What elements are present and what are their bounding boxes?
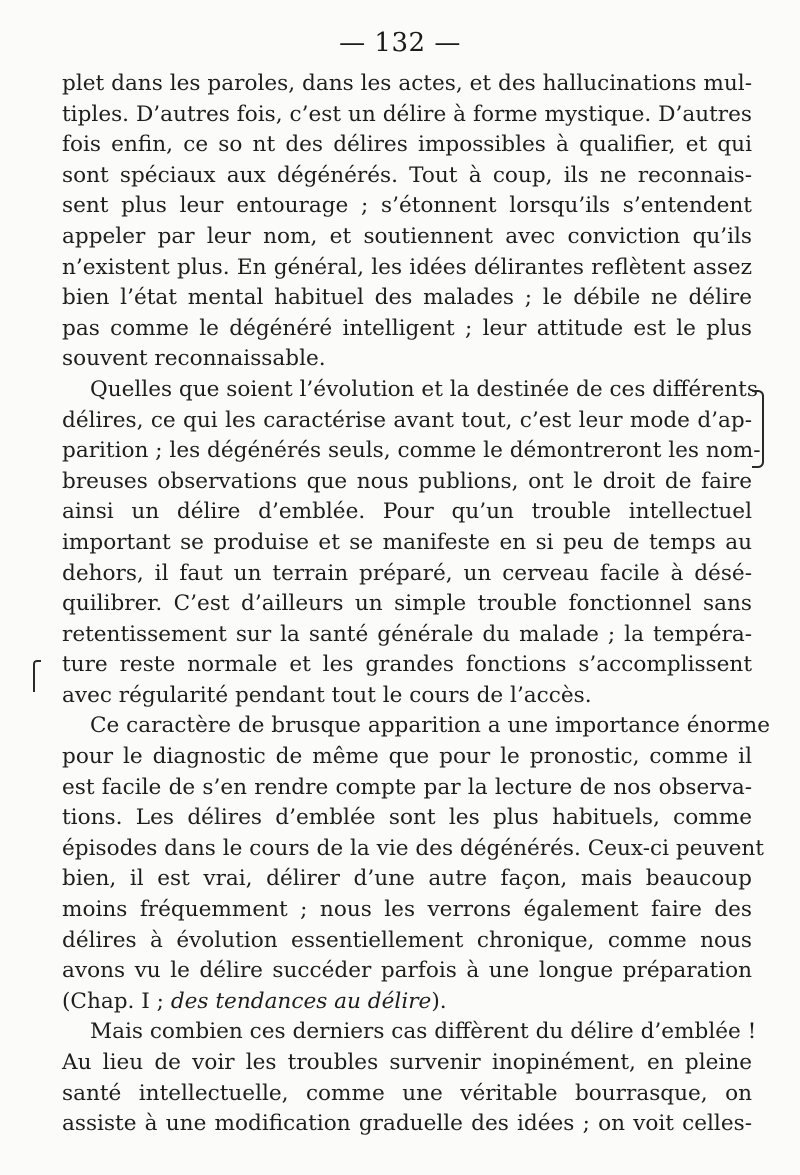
margin-pencil-mark <box>33 660 41 692</box>
text-line: dehors, il faut un terrain préparé, un cerveau facile à désé- <box>62 560 752 586</box>
chapter-reference-title: des tendances au délire <box>170 988 432 1014</box>
text-line: breuses observations que nous publions, ont le droit de faire <box>62 468 752 494</box>
text-line: avec régularité pendant tout le cours de l’accès. <box>62 682 592 708</box>
text-line: Quelles que soient l’évolution et la destinée de ces différents <box>90 376 758 402</box>
text-line: délires, ce qui les caractérise avant tout, c’est leur mode d’ap- <box>62 407 752 433</box>
text-line: ture reste normale et les grandes fonctions s’accomplissent <box>62 652 752 678</box>
text-line: important se produise et se manifeste en si peu de temps au <box>62 529 752 555</box>
text-line: est facile de s’en rendre compte par la lecture de nos observa- <box>62 774 752 800</box>
text-line: souvent reconnaissable. <box>62 346 326 372</box>
text-line: avons vu le délire succéder parfois à une longue préparation <box>62 958 752 984</box>
text-line: sent plus leur entourage ; s’étonnent lorsqu’ils s’entendent <box>62 193 752 219</box>
text-line: n’existent plus. En général, les idées délirantes reflètent assez <box>62 254 752 280</box>
text-line: retentissement sur la santé générale du malade ; la tempéra- <box>62 621 752 647</box>
chapter-reference-line <box>62 987 752 1018</box>
text-line: appeler par leur nom, et soutiennent avec conviction qu’ils <box>62 223 752 249</box>
text-line: sont spéciaux aux dégénérés. Tout à coup, ils ne reconnais- <box>62 162 752 188</box>
text-line: pas comme le dégénéré intelligent ; leur attitude est le plus <box>62 315 752 341</box>
text-line: tions. Les délires d’emblée sont les plus habituels, comme <box>62 805 752 831</box>
page-number: — 132 — <box>339 28 461 58</box>
chapter-reference-prefix: (Chap. I ; <box>62 988 164 1014</box>
text-line: santé intellectuelle, comme une véritable bourrasque, on <box>62 1080 752 1106</box>
text-line: Mais combien ces derniers cas diffèrent du délire d’emblée ! <box>90 1019 757 1045</box>
chapter-reference-end: ). <box>431 988 447 1014</box>
text-line: tiples. D’autres fois, c’est un délire à forme mystique. D’autres <box>62 101 752 127</box>
text-line: assiste à une modification graduelle des idées ; on voit celles- <box>62 1111 752 1137</box>
text-line: parition ; les dégénérés seuls, comme le démontreront les nom- <box>62 438 761 464</box>
text-line: quilibrer. C’est d’ailleurs un simple trouble fonctionnel sans <box>62 591 752 617</box>
text-line: bien, il est vrai, délirer d’une autre façon, mais beaucoup <box>62 866 752 892</box>
body-text <box>62 69 770 1140</box>
text-line: délires à évolution essentiellement chronique, comme nous <box>62 927 752 953</box>
margin-bracket-mark <box>752 390 764 468</box>
text-line: bien l’état mental habituel des malades ; le débile ne délire <box>62 285 752 311</box>
text-line: moins fréquemment ; nous les verrons également faire des <box>62 897 752 923</box>
text-line: fois enfin, ce so nt des délires impossibles à qualifier, et qui <box>62 132 752 158</box>
text-line: Ce caractère de brusque apparition a une importance énorme <box>90 713 770 739</box>
text-line: ainsi un délire d’emblée. Pour qu’un trouble intellectuel <box>62 499 752 525</box>
text-line: pour le diagnostic de même que pour le pronostic, comme il <box>62 744 752 770</box>
text-line: Au lieu de voir les troubles survenir inopinément, en pleine <box>62 1050 752 1075</box>
text-line: plet dans les paroles, dans les actes, et des hallucinations mul- <box>62 71 752 96</box>
text-line: épisodes dans le cours de la vie des dégénérés. Ceux-ci peuvent <box>62 835 764 861</box>
